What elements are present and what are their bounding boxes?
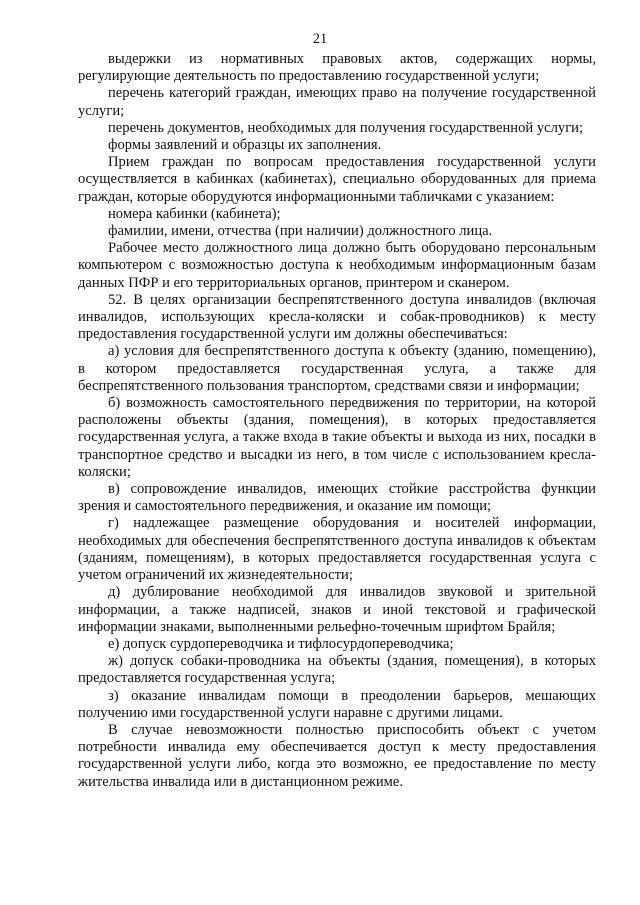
paragraph-citizen-categories: перечень категорий граждан, имеющих право на получение государственной услуги; [78,85,596,119]
paragraph-item-g: г) надлежащее размещение оборудования и носителей информации, необходимых для обеспечения беспрепятственного доступа инвалидов к объектам (зданиям, помещениям), в которых предоставляется государственная услуга с учетом ограничений их жизнедеятельности; [78,515,596,584]
paragraph-official-name: фамилии, имени, отчества (при наличии) должностного лица. [108,223,493,240]
paragraph-application-forms: формы заявлений и образцы их заполнения. [108,137,382,154]
paragraph-item-v: в) сопровождение инвалидов, имеющих стойкие расстройства функции зрения и самостоятельного передвижения, и оказание им помощи; [78,481,596,515]
paragraph-item-e: е) допуск сурдопереводчика и тифлосурдопереводчика; [108,635,454,652]
paragraph-remote-service: В случае невозможности полностью приспособить объект с учетом потребности инвалида ему обеспечивается доступ к месту предоставления государственной услуги либо, когда это возможно, ее предоставление по месту жительства инвалида или в дистанционном режиме. [78,721,596,790]
paragraph-document-list: перечень документов, необходимых для получения государственной услуги; [108,119,584,136]
paragraph-item-zh: ж) допуск собаки-проводника на объекты (здания, помещения), в которых предоставляется государственная услуга; [78,653,596,687]
page-number: 21 [312,31,328,47]
paragraph-regulatory-extracts: выдержки из нормативных правовых актов, содержащих нормы, регулирующие деятельность по предоставлению государственной услуги; [78,51,596,85]
page-body [78,51,596,791]
paragraph-section-52: 52. В целях организации беспрепятственного доступа инвалидов (включая инвалидов, использующих кресла-коляски и собак-проводников) к месту предоставления государственной услуги им должны обеспечиваться: [78,291,596,343]
paragraph-item-d: д) дублирование необходимой для инвалидов звуковой и зрительной информации, а также надписей, знаков и иной текстовой и графической информации знаками, выполненными рельефно-точечным шрифтом Брайля; [78,584,596,635]
paragraph-item-a: а) условия для беспрепятственного доступа к объекту (зданию, помещению), в котором предоставляется государственная услуга, а также для беспрепятственного пользования транспортом, средствами связи и информации; [78,343,596,394]
paragraph-item-b: б) возможность самостоятельного передвижения по территории, на которой расположены объекты (здания, помещения), в которых предоставляется государственная услуга, а также входа в такие объекты и выхода из них, посадки в транспортное средство и высадки из него, в том числе с использованием кресла-коляски; [78,395,596,480]
paragraph-workplace: Рабочее место должностного лица должно быть оборудовано персональным компьютером с возможностью доступа к необходимым информационным базам данных ПФР и его территориальных органов, принтером и сканером. [78,240,596,291]
paragraph-booth-number: номера кабинки (кабинета); [108,205,281,222]
paragraph-item-z: з) оказание инвалидам помощи в преодолении барьеров, мешающих получению ими государственной услуги наравне с другими лицами. [78,687,596,721]
paragraph-reception-booths: Прием граждан по вопросам предоставления государственной услуги осуществляется в кабинках (кабинетах), специально оборудованных для приема граждан, которые оборудуются информационными табличками с указанием: [78,154,596,205]
